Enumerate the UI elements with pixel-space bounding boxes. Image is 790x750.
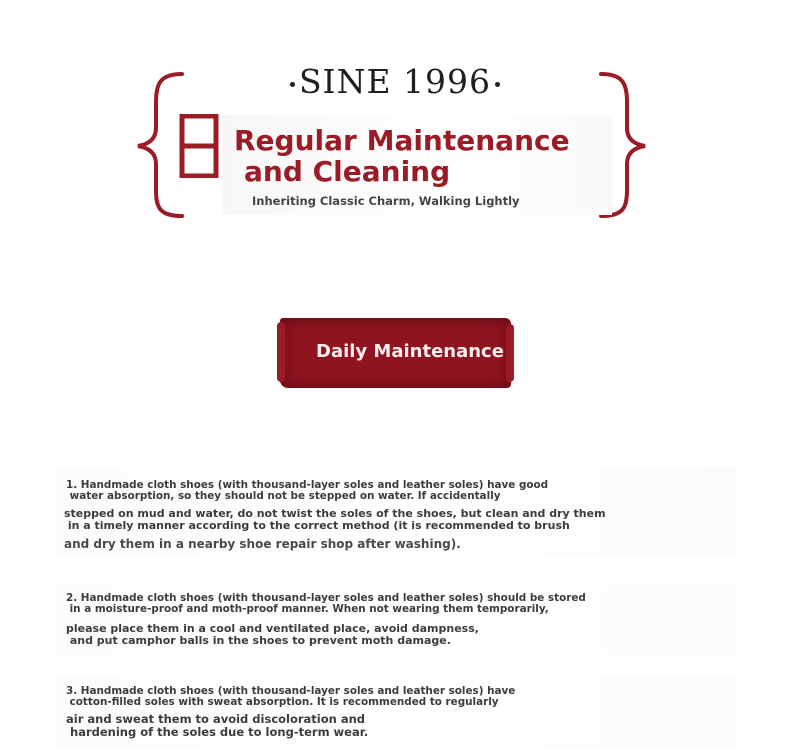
- dot-ornament: [290, 82, 295, 87]
- item-1-line-3: stepped on mud and water, do not twist the soles of the shoes, but clean and dry them: [64, 507, 606, 520]
- item-3-line-4: hardening of the soles due to long-term wear.: [66, 725, 369, 739]
- item-3-line-1: 3. Handmade cloth shoes (with thousand-layer soles and leather soles) have: [66, 685, 516, 697]
- section-title: Daily Maintenance: [316, 341, 504, 362]
- item-2-line-4: and put camphor balls in the shoes to prevent moth damage.: [66, 634, 451, 647]
- item-1-line-1: 1. Handmade cloth shoes (with thousand-layer soles and leather soles) have good: [66, 479, 549, 491]
- item-2-line-2: in a moisture-proof and moth-proof manner. When not wearing them temporarily,: [66, 603, 549, 615]
- item-1-line-5: and dry them in a nearby shoe repair shop after washing).: [64, 537, 461, 551]
- item-3-line-3: air and sweat them to avoid discoloration and: [66, 712, 366, 726]
- item-3-line-2: cotton-filled soles with sweat absorption. It is recommended to regularly: [66, 696, 499, 708]
- item-1-line-4: in a timely manner according to the correct method (it is recommended to brush: [64, 519, 570, 532]
- sun-character-icon: [178, 114, 220, 178]
- page-title-line-2: and Cleaning: [244, 155, 451, 188]
- item-1-line-2: water absorption, so they should not be stepped on water. If accidentally: [66, 490, 501, 502]
- item-2-line-1: 2. Handmade cloth shoes (with thousand-layer soles and leather soles) should be stored: [66, 592, 586, 604]
- brand-tagline: [0, 62, 790, 101]
- page-subtitle: Inheriting Classic Charm, Walking Lightly: [252, 194, 520, 208]
- page-title-line-1: Regular Maintenance: [234, 124, 570, 157]
- sine-text: SINE 1996: [298, 62, 492, 101]
- item-2-line-3: please place them in a cool and ventilated place, avoid dampness,: [66, 622, 479, 635]
- dot-ornament: [495, 82, 500, 87]
